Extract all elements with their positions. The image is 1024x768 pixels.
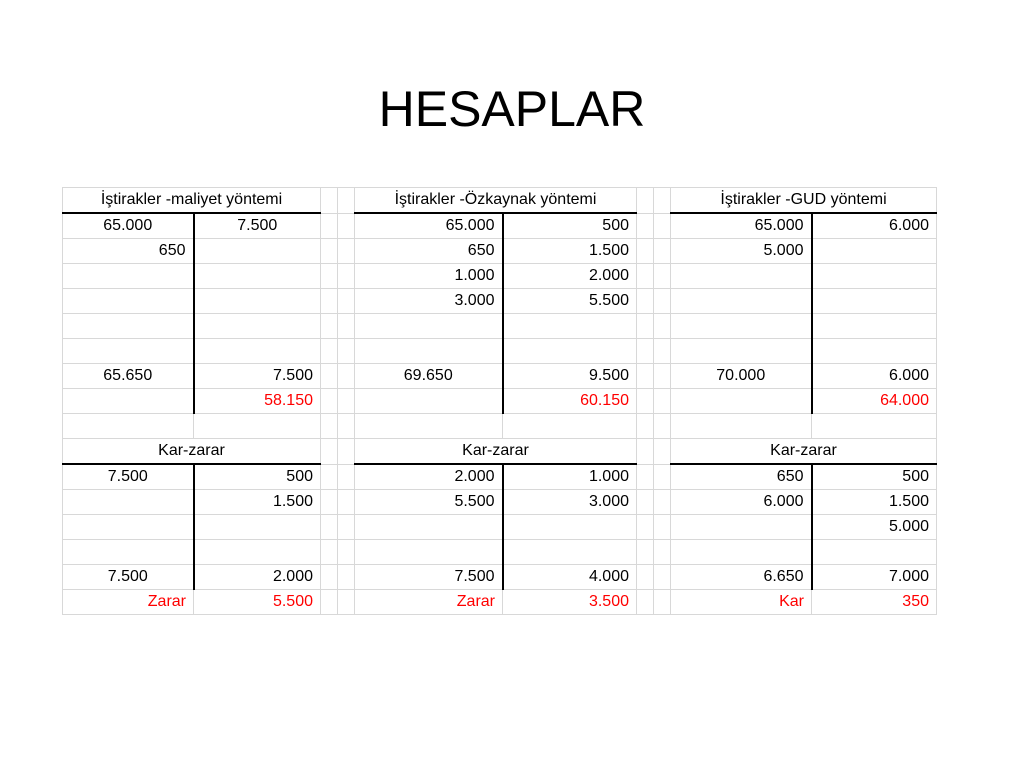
income-1-result-value: 5.500 [194,590,321,615]
account-3-credit [812,289,937,314]
income-1-debit [63,540,194,565]
income-1-header: Kar-zarar [63,439,321,465]
account-1-debit [63,314,194,339]
account-1-header: İştirakler -maliyet yöntemi [63,188,321,214]
account-3-debit [671,289,812,314]
income-1-credit-total: 2.000 [194,565,321,590]
account-1-credit: 7.500 [194,213,321,239]
income-3-credit [812,540,937,565]
account-2-credit [503,314,637,339]
income-3-debit [671,515,812,540]
income-1-debit: 7.500 [63,464,194,490]
account-2-credit-total: 9.500 [503,364,637,389]
account-1-debit: 65.000 [63,213,194,239]
account-1-debit-total: 65.650 [63,364,194,389]
account-2-credit: 1.500 [503,239,637,264]
income-1-credit: 500 [194,464,321,490]
account-1-credit [194,339,321,364]
account-3-credit [812,339,937,364]
account-1-balance: 58.150 [194,389,321,414]
account-2-credit: 5.500 [503,289,637,314]
account-2-debit: 1.000 [355,264,503,289]
account-3-debit [671,314,812,339]
income-1-credit [194,515,321,540]
income-3-debit: 650 [671,464,812,490]
income-3-credit: 500 [812,464,937,490]
income-3-result-label: Kar [671,590,812,615]
income-1-result-label: Zarar [63,590,194,615]
income-1-debit-total: 7.500 [63,565,194,590]
account-3-debit: 5.000 [671,239,812,264]
income-3-credit: 1.500 [812,490,937,515]
income-2-credit: 3.000 [503,490,637,515]
income-3-debit [671,540,812,565]
page-title: HESAPLAR [378,81,646,137]
account-1-credit-total: 7.500 [194,364,321,389]
income-1-credit [194,540,321,565]
account-2-debit-total: 69.650 [355,364,503,389]
account-2-debit [355,314,503,339]
account-3-debit: 65.000 [671,213,812,239]
income-3-result-value: 350 [812,590,937,615]
income-2-result-value: 3.500 [503,590,637,615]
account-1-credit [194,264,321,289]
income-3-header: Kar-zarar [671,439,937,465]
account-3-balance: 64.000 [812,389,937,414]
account-1-debit [63,389,194,414]
income-1-credit: 1.500 [194,490,321,515]
account-2-credit: 2.000 [503,264,637,289]
account-3-credit [812,239,937,264]
income-2-debit [355,540,503,565]
account-2-debit [355,339,503,364]
income-2-credit: 1.000 [503,464,637,490]
income-2-credit [503,515,637,540]
income-3-debit-total: 6.650 [671,565,812,590]
account-1-credit [194,314,321,339]
account-3-debit [671,339,812,364]
income-1-debit [63,490,194,515]
account-2-debit [355,389,503,414]
account-2-debit: 650 [355,239,503,264]
account-2-debit: 3.000 [355,289,503,314]
account-1-debit [63,264,194,289]
income-2-header: Kar-zarar [355,439,637,465]
account-2-header: İştirakler -Özkaynak yöntemi [355,188,637,214]
account-3-header: İştirakler -GUD yöntemi [671,188,937,214]
account-1-credit [194,289,321,314]
account-1-debit [63,339,194,364]
income-2-credit [503,540,637,565]
account-3-credit: 6.000 [812,213,937,239]
account-2-credit: 500 [503,213,637,239]
account-3-debit [671,389,812,414]
account-2-debit: 65.000 [355,213,503,239]
account-2-credit [503,339,637,364]
income-2-credit-total: 4.000 [503,565,637,590]
income-2-result-label: Zarar [355,590,503,615]
account-2-balance: 60.150 [503,389,637,414]
income-2-debit-total: 7.500 [355,565,503,590]
income-2-debit: 2.000 [355,464,503,490]
account-1-debit: 650 [63,239,194,264]
account-3-debit [671,264,812,289]
account-1-debit [63,289,194,314]
income-2-debit: 5.500 [355,490,503,515]
account-1-credit [194,239,321,264]
account-3-credit [812,314,937,339]
income-1-debit [63,515,194,540]
account-3-credit [812,264,937,289]
account-3-debit-total: 70.000 [671,364,812,389]
income-3-credit-total: 7.000 [812,565,937,590]
income-3-credit: 5.000 [812,515,937,540]
income-2-debit [355,515,503,540]
accounts-table [62,187,937,615]
income-3-debit: 6.000 [671,490,812,515]
account-3-credit-total: 6.000 [812,364,937,389]
